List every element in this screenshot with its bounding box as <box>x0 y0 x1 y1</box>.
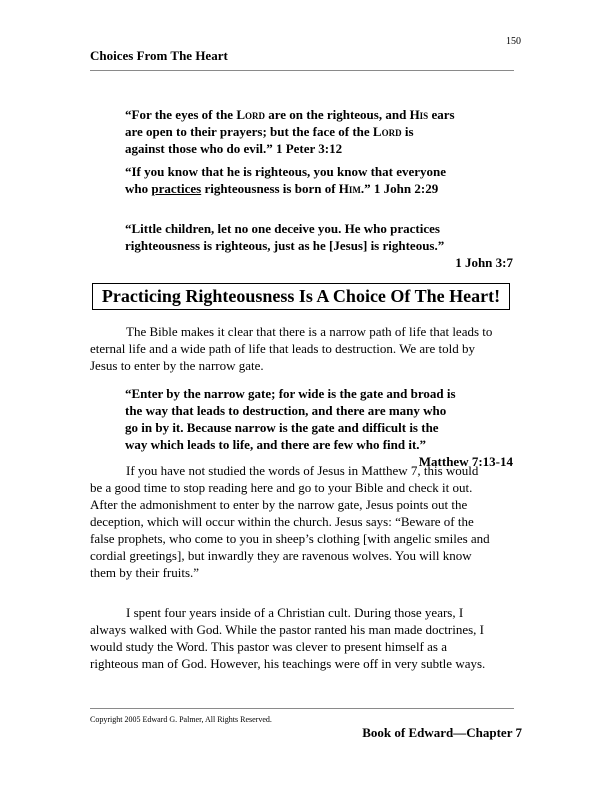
scripture-quote-1john-3-7 <box>125 220 521 271</box>
quote-line: “Enter by the narrow gate; for wide is the gate and broad is <box>125 386 456 401</box>
running-footer-title: Book of Edward—Chapter 7 <box>362 725 522 740</box>
paragraph-line: After the admonishment to enter by the narrow gate, Jesus points out the <box>90 497 468 512</box>
body-paragraph-3 <box>90 604 520 672</box>
quote-line: righteousness is righteous, just as he [Jesus] is righteous.” <box>125 238 445 253</box>
quote-line: who practices righteousness is born of Him.” 1 John 2:29 <box>125 181 439 196</box>
paragraph-line: The Bible makes it clear that there is a narrow path of life that leads to <box>126 324 493 339</box>
paragraph-line: would study the Word. This pastor was clever to present himself as a <box>90 639 447 654</box>
body-paragraph-2 <box>90 462 520 581</box>
paragraph-line: them by their fruits.” <box>90 565 200 580</box>
body-paragraph-1 <box>90 323 520 374</box>
paragraph-line: eternal life and a wide path of life that leads to destruction. We are told by <box>90 341 475 356</box>
paragraph-line: Jesus to enter by the narrow gate. <box>90 358 264 373</box>
paragraph-line: false prophets, who come to you in sheep’s clothing [with angelic smiles and <box>90 531 490 546</box>
scripture-quote-matthew <box>125 385 521 470</box>
quote-line: against those who do evil.” 1 Peter 3:12 <box>125 141 343 156</box>
section-heading: Practicing Righteousness Is A Choice Of The Heart! <box>92 283 510 310</box>
quote-line: are open to their prayers; but the face of the Lord is <box>125 124 414 139</box>
paragraph-line: If you have not studied the words of Jesus in Matthew 7, this would <box>126 463 479 478</box>
quote-line: “For the eyes of the Lord are on the righteous, and His ears <box>125 107 455 122</box>
quote-line: “If you know that he is righteous, you know that everyone <box>125 164 447 179</box>
quote-reference: Matthew 7:13-14 <box>418 454 513 469</box>
quote-reference: 1 John 3:7 <box>455 255 513 270</box>
copyright-notice: Copyright 2005 Edward G. Palmer, All Rights Reserved. <box>90 715 272 724</box>
page-number: 150 <box>506 36 521 47</box>
paragraph-line: I spent four years inside of a Christian cult. During those years, I <box>126 605 464 620</box>
scripture-quote-1peter <box>125 106 521 157</box>
paragraph-line: righteous man of God. However, his teachings were off in very subtle ways. <box>90 656 486 671</box>
paragraph-line: deception, which will occur within the church. Jesus says: “Beware of the <box>90 514 474 529</box>
paragraph-line: be a good time to stop reading here and go to your Bible and check it out. <box>90 480 473 495</box>
underlined-word: practices <box>151 181 202 196</box>
quote-line: way which leads to life, and there are few who find it.” <box>125 437 427 452</box>
quote-line: the way that leads to destruction, and there are many who <box>125 403 447 418</box>
quote-line: “Little children, let no one deceive you. He who practices <box>125 221 440 236</box>
paragraph-line: cordial greetings], but inwardly they are ravenous wolves. You will know <box>90 548 472 563</box>
running-header-title: Choices From The Heart <box>90 48 228 63</box>
footer-divider <box>90 708 514 709</box>
paragraph-line: always walked with God. While the pastor ranted his man made doctrines, I <box>90 622 484 637</box>
header-divider <box>90 70 514 71</box>
scripture-quote-1john-2-29 <box>125 163 521 197</box>
quote-line: go in by it. Because narrow is the gate and difficult is the <box>125 420 439 435</box>
